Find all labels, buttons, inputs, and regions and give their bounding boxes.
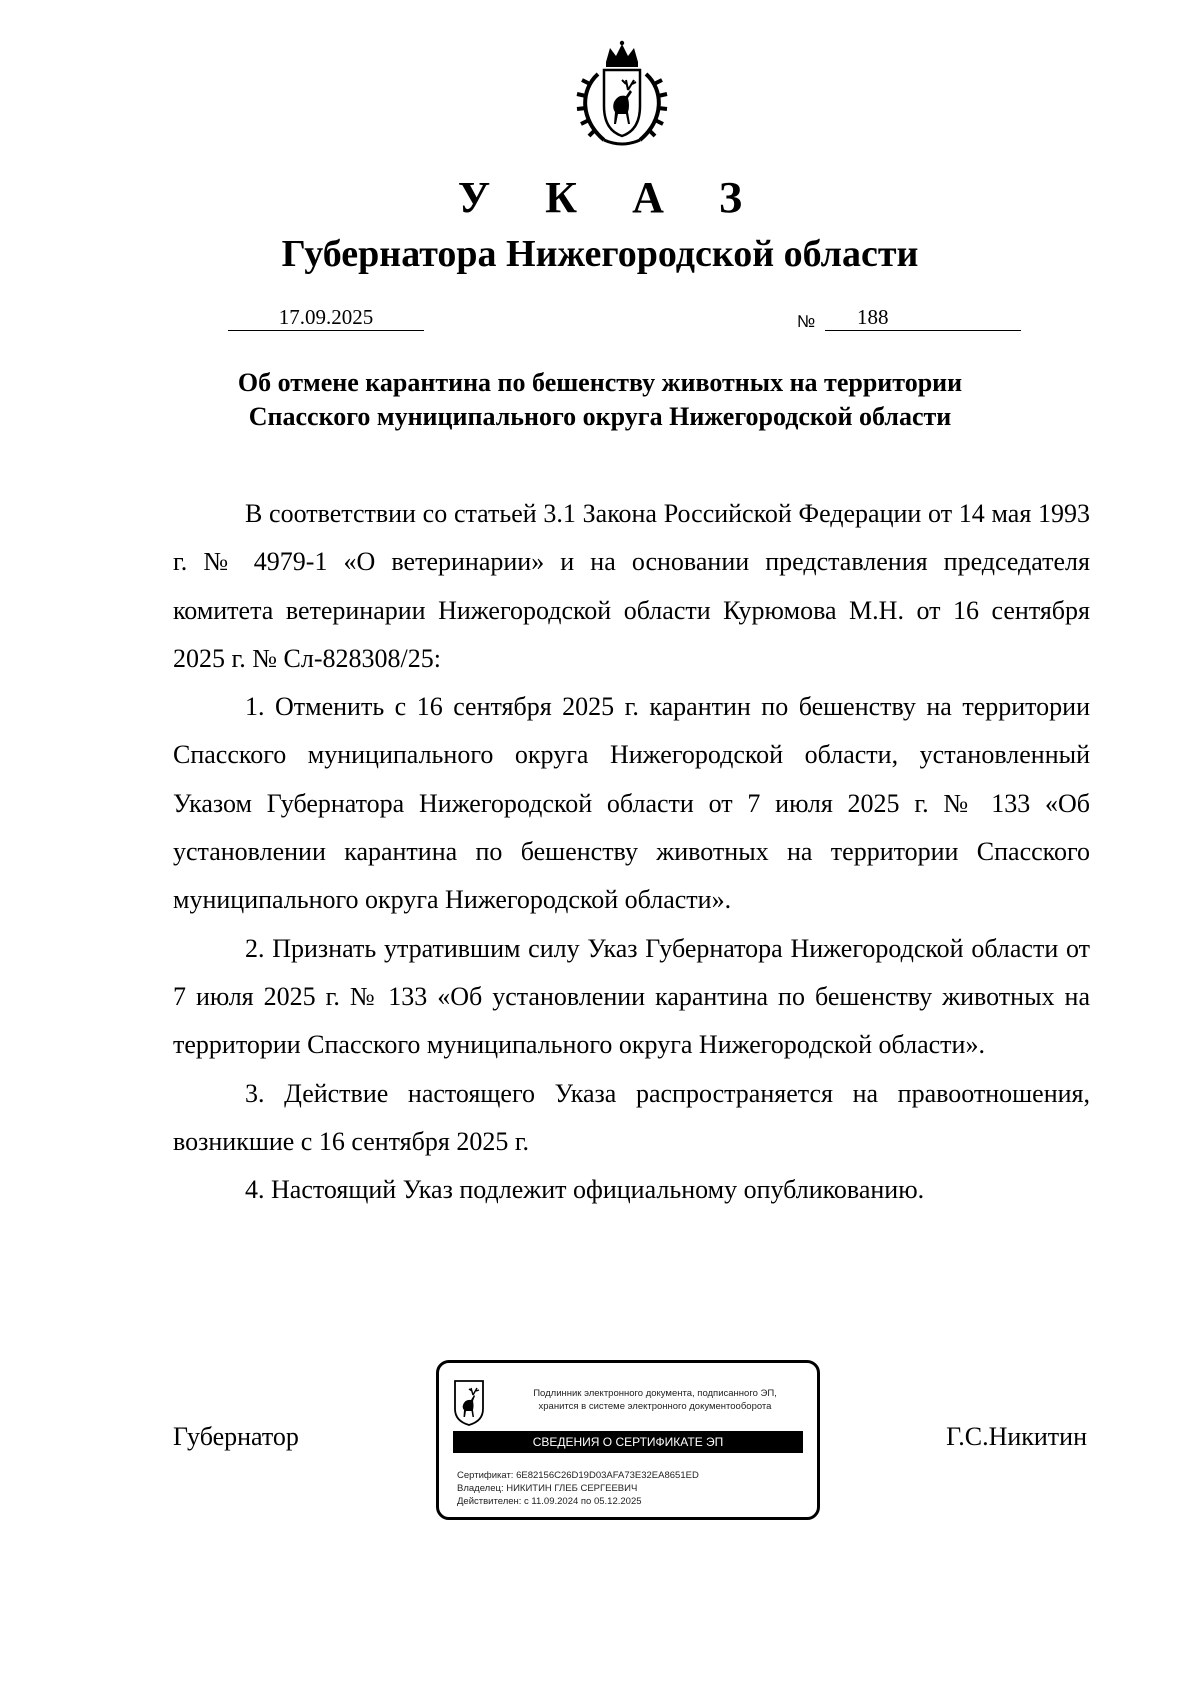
document-heading [0, 366, 1200, 434]
clause-4-paragraph: 4. Настоящий Указ подлежит официальному опубликованию. [245, 1175, 925, 1205]
clause-2-paragraph: 2. Признать утратившим силу Указ Губернатора Нижегородской области от 7 июля 2025 г. № 133 «Об установлении карантина по бешенству животных на территории Спасского муниципального округа Нижегородской области». [173, 933, 1090, 1060]
preamble-paragraph: В соответствии со статьей 3.1 Закона Российской Федерации от 14 мая 1993 г. № 4979-1 «О ветеринарии» и на основании представления председателя комитета ветеринарии Нижегородской области Курюмова М.Н. от 16 сентября 2025 г. № Сл-828308/25: [173, 499, 1090, 673]
document-number-field [825, 304, 1021, 331]
issuer-subtitle: Губернатора Нижегородской области [281, 233, 919, 275]
clause-1-paragraph: 1. Отменить с 16 сентября 2025 г. карантин по бешенству на территории Спасского муниципального округа Нижегородской области, установленный Указом Губернатора Нижегородской области от 7 июля 2025 г. № 133 «Об установлении карантина по бешенству животных на территории Спасского муниципального округа Нижегородской области». [173, 692, 1090, 915]
document-date: 17.09.2025 [228, 304, 424, 331]
stamp-note-line-2: хранится в системе электронного документооборота [538, 1401, 772, 1412]
document-body [173, 490, 1090, 1214]
signer-title: Губернатор [173, 1422, 299, 1451]
deer-emblem-icon [453, 1379, 485, 1427]
document-number: 188 [857, 305, 889, 329]
stamp-note [509, 1387, 801, 1413]
certificate-serial: Сертификат: 6E82156C26D19D03AFA73E32EA8651ED [457, 1470, 699, 1481]
certificate-owner: Владелец: НИКИТИН ГЛЕБ СЕРГЕЕВИЧ [457, 1483, 638, 1494]
clause-3-paragraph: 3. Действие настоящего Указа распространяется на правоотношения, возникшие с 16 сентября 2025 г. [173, 1078, 1090, 1156]
electronic-signature-stamp [436, 1360, 820, 1520]
heading-line-1: Об отмене карантина по бешенству животных на территории [237, 368, 963, 397]
document-type-title: У К А З [457, 173, 765, 222]
certificate-validity: Действителен: с 11.09.2024 по 05.12.2025 [457, 1496, 642, 1507]
heading-line-2: Спасского муниципального округа Нижегородской области [248, 402, 952, 431]
stamp-note-line-1: Подлинник электронного документа, подписанного ЭП, [533, 1388, 777, 1399]
certificate-info-bar: СВЕДЕНИЯ О СЕРТИФИКАТЕ ЭП [453, 1431, 803, 1453]
certificate-details [457, 1469, 699, 1508]
number-sign: № [797, 312, 816, 331]
signer-name: Г.С.Никитин [946, 1422, 1087, 1451]
coat-of-arms-icon [568, 40, 676, 148]
